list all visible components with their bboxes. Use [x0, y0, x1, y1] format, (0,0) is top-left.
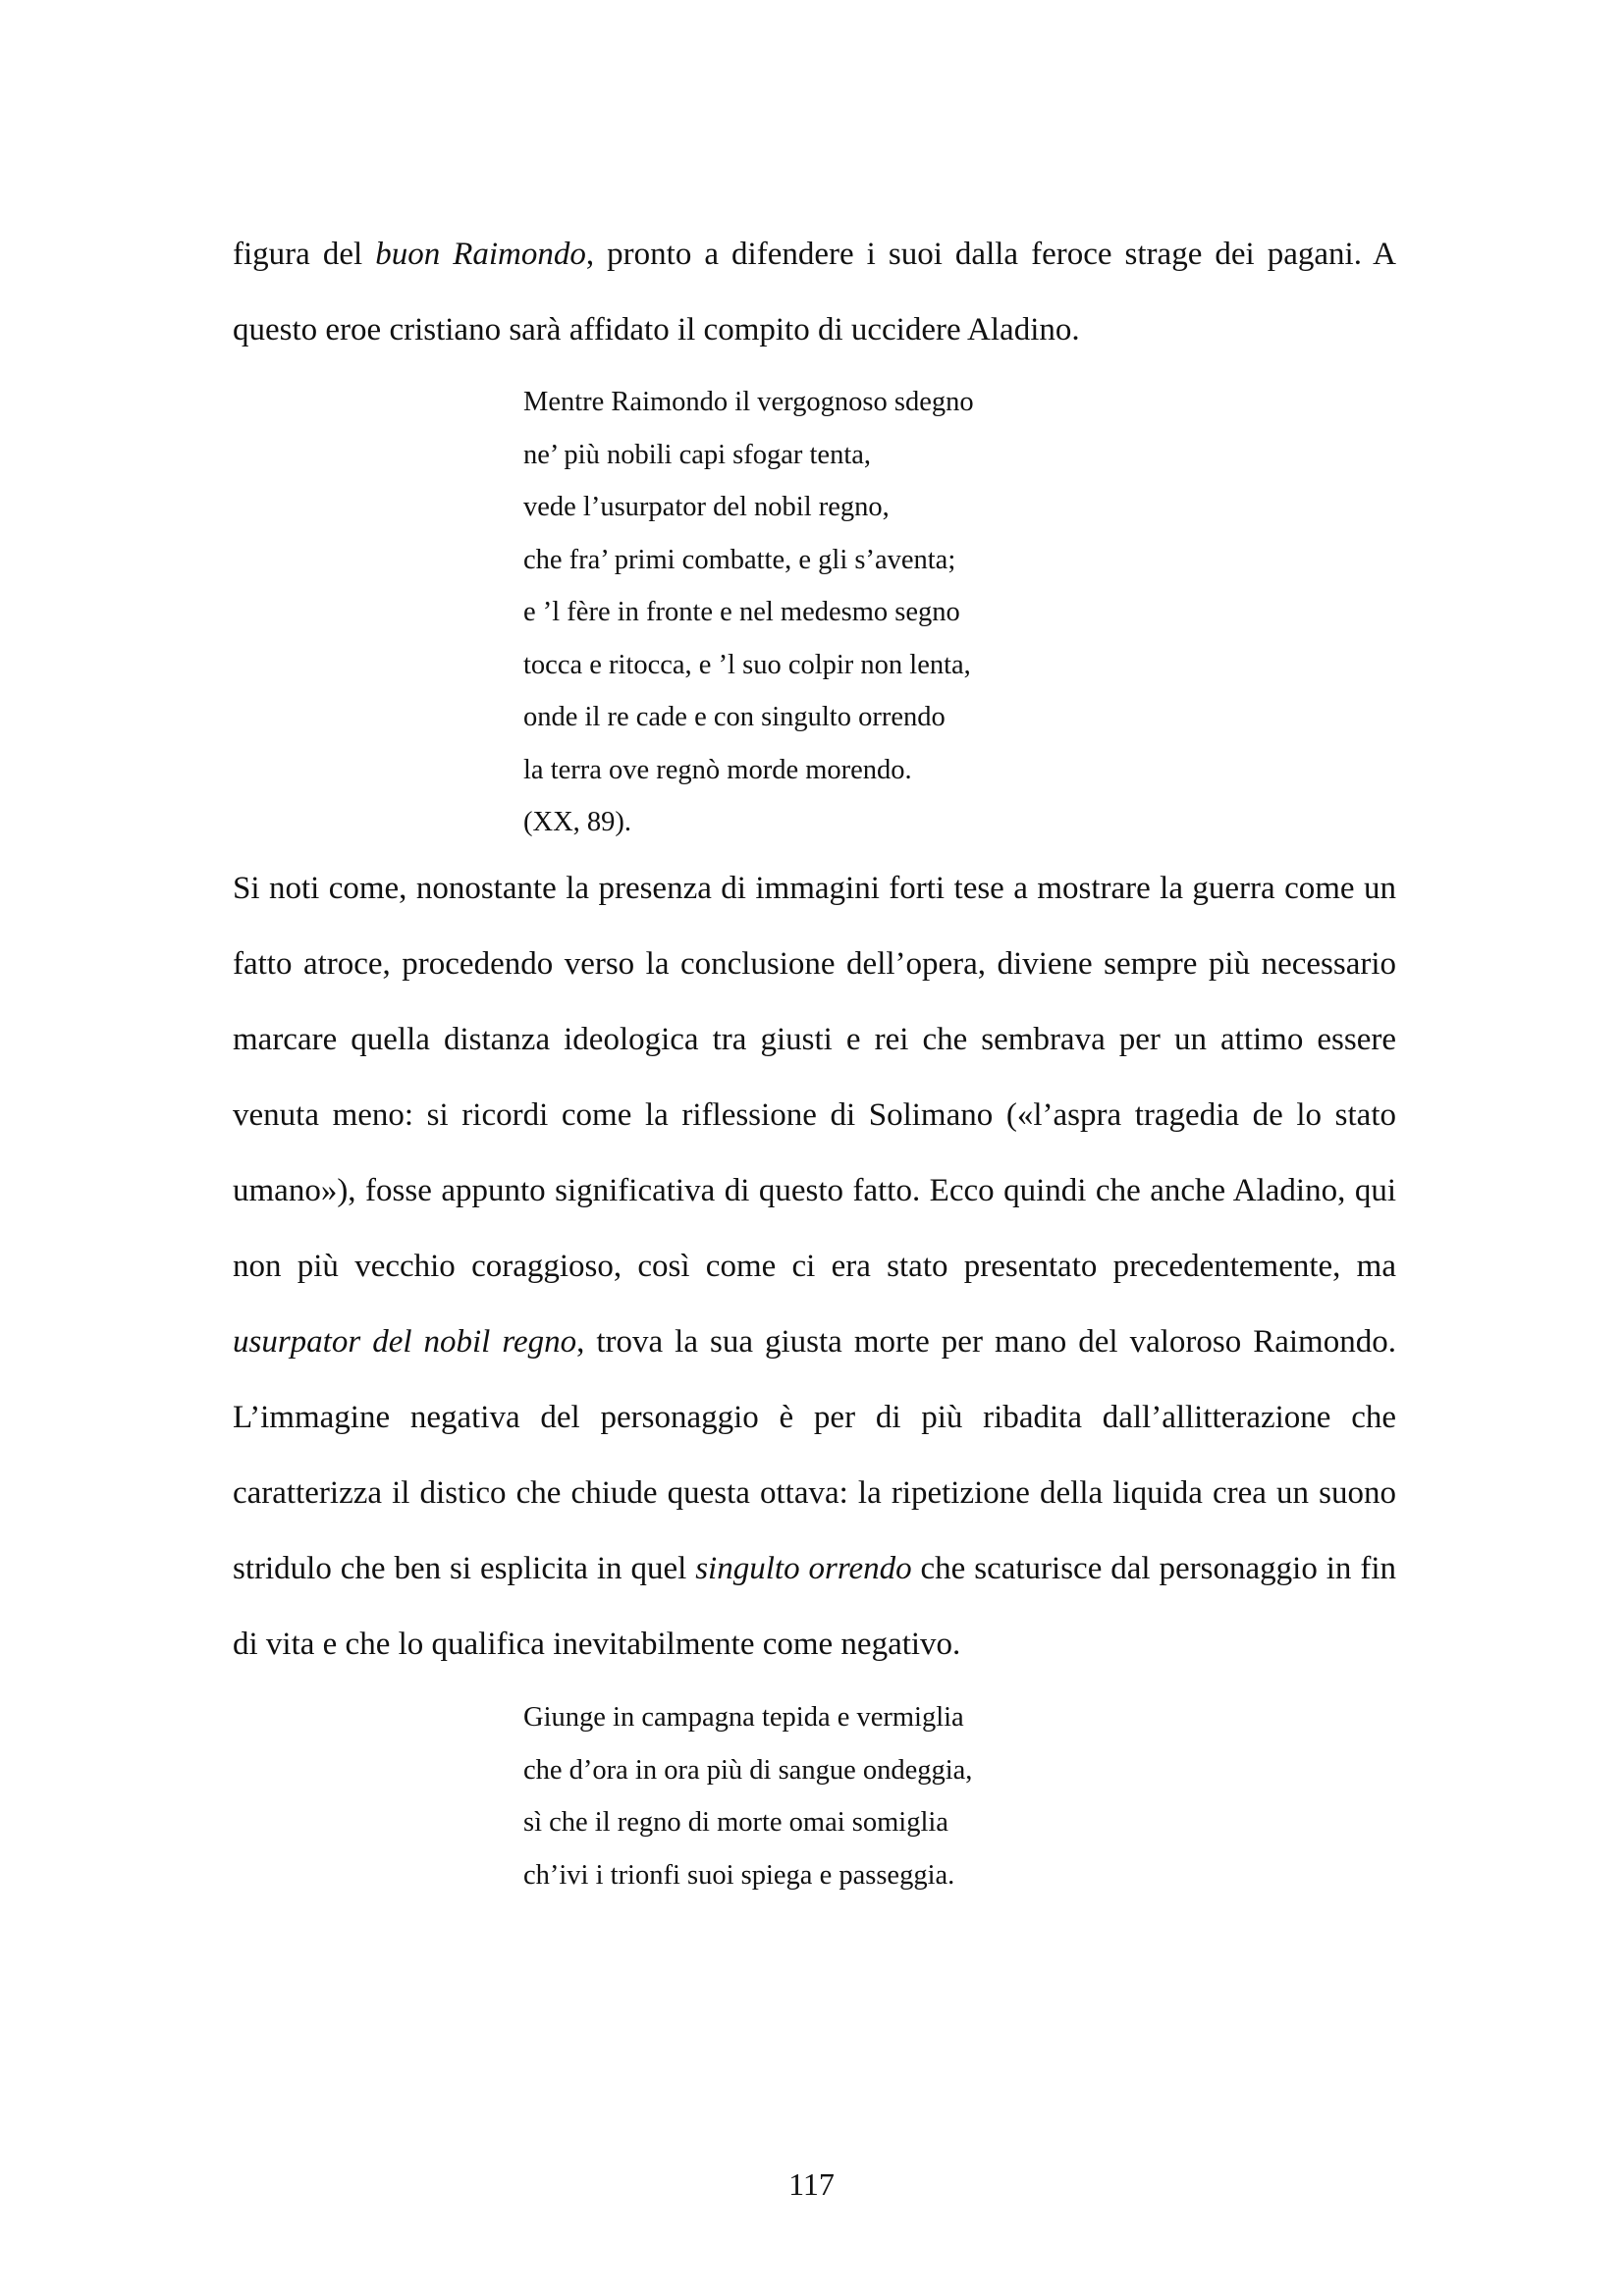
verse-line: sì che il regno di morte omai somiglia [523, 1807, 948, 1838]
paragraph-2 [233, 851, 1396, 1682]
verse-quote-1 [523, 376, 1112, 849]
verse-line: che fra’ primi combatte, e gli s’aventa; [523, 544, 956, 575]
paragraph-2-text-a: Si noti come, nonostante la presenza di immagini forti tese a mostrare la guerra come un fatto atroce, procedendo verso la conclusione dell’opera, diviene sempre più necessario marcare quella distanza ideologica tra giusti e rei che sembrava per un attimo essere venuta meno: si ricordi come la riflessione di Solimano («l’aspra tragedia de lo stato umano»), fosse appunto significativa di questo fatto. Ecco quindi che anche Aladino, qui non più vecchio coraggioso, così come ci era stato presentato precedentemente, ma [233, 871, 1396, 1284]
paragraph-2-italic-b: singulto orrendo [695, 1551, 912, 1586]
verse-citation: (XX, 89). [523, 807, 632, 837]
verse-line: la terra ove regnò morde morendo. [523, 754, 912, 785]
paragraph-2-italic-a: usurpator del nobil regno [233, 1324, 577, 1360]
verse-line: ch’ivi i trionfi suoi spiega e passeggia. [523, 1859, 955, 1891]
paragraph-1-italic-a: buon Raimondo [375, 237, 586, 272]
verse-line: tocca e ritocca, e ’l suo colpir non lenta, [523, 649, 971, 680]
verse-line: Giunge in campagna tepida e vermiglia [523, 1702, 964, 1733]
page-number: 117 [788, 2166, 835, 2202]
verse-line: ne’ più nobili capi sfogar tenta, [523, 439, 872, 470]
paragraph-1-text-b: , pronto a difendere i suoi dalla feroce strage dei pagani. A questo eroe cristiano sarà affidato il compito di uccidere Aladino. [233, 237, 1396, 347]
verse-line: onde il re cade e con singulto orrendo [523, 702, 946, 732]
verse-line: vede l’usurpator del nobil regno, [523, 492, 890, 522]
paragraph-1 [233, 217, 1396, 368]
verse-quote-2 [523, 1691, 1112, 1901]
verse-line: e ’l fère in fronte e nel medesmo segno [523, 597, 960, 627]
verse-line: che d’ora in ora più di sangue ondeggia, [523, 1754, 973, 1786]
paragraph-2-text-c: che scaturisce dal personaggio in fin di vita e che lo qualifica inevitabilmente come negativo. [233, 1551, 1396, 1662]
verse-line: Mentre Raimondo il vergognoso sdegno [523, 387, 974, 417]
paragraph-1-text-a: figura del [233, 237, 376, 272]
paragraph-2-text-b: , trova la sua giusta morte per mano del valoroso Raimondo. L’immagine negativa del personaggio è per di più ribadita dall’allitterazione che caratterizza il distico che chiude questa ottava: la ripetizione della liquida crea un suono stridulo che ben si esplicita in quel [233, 1324, 1396, 1586]
